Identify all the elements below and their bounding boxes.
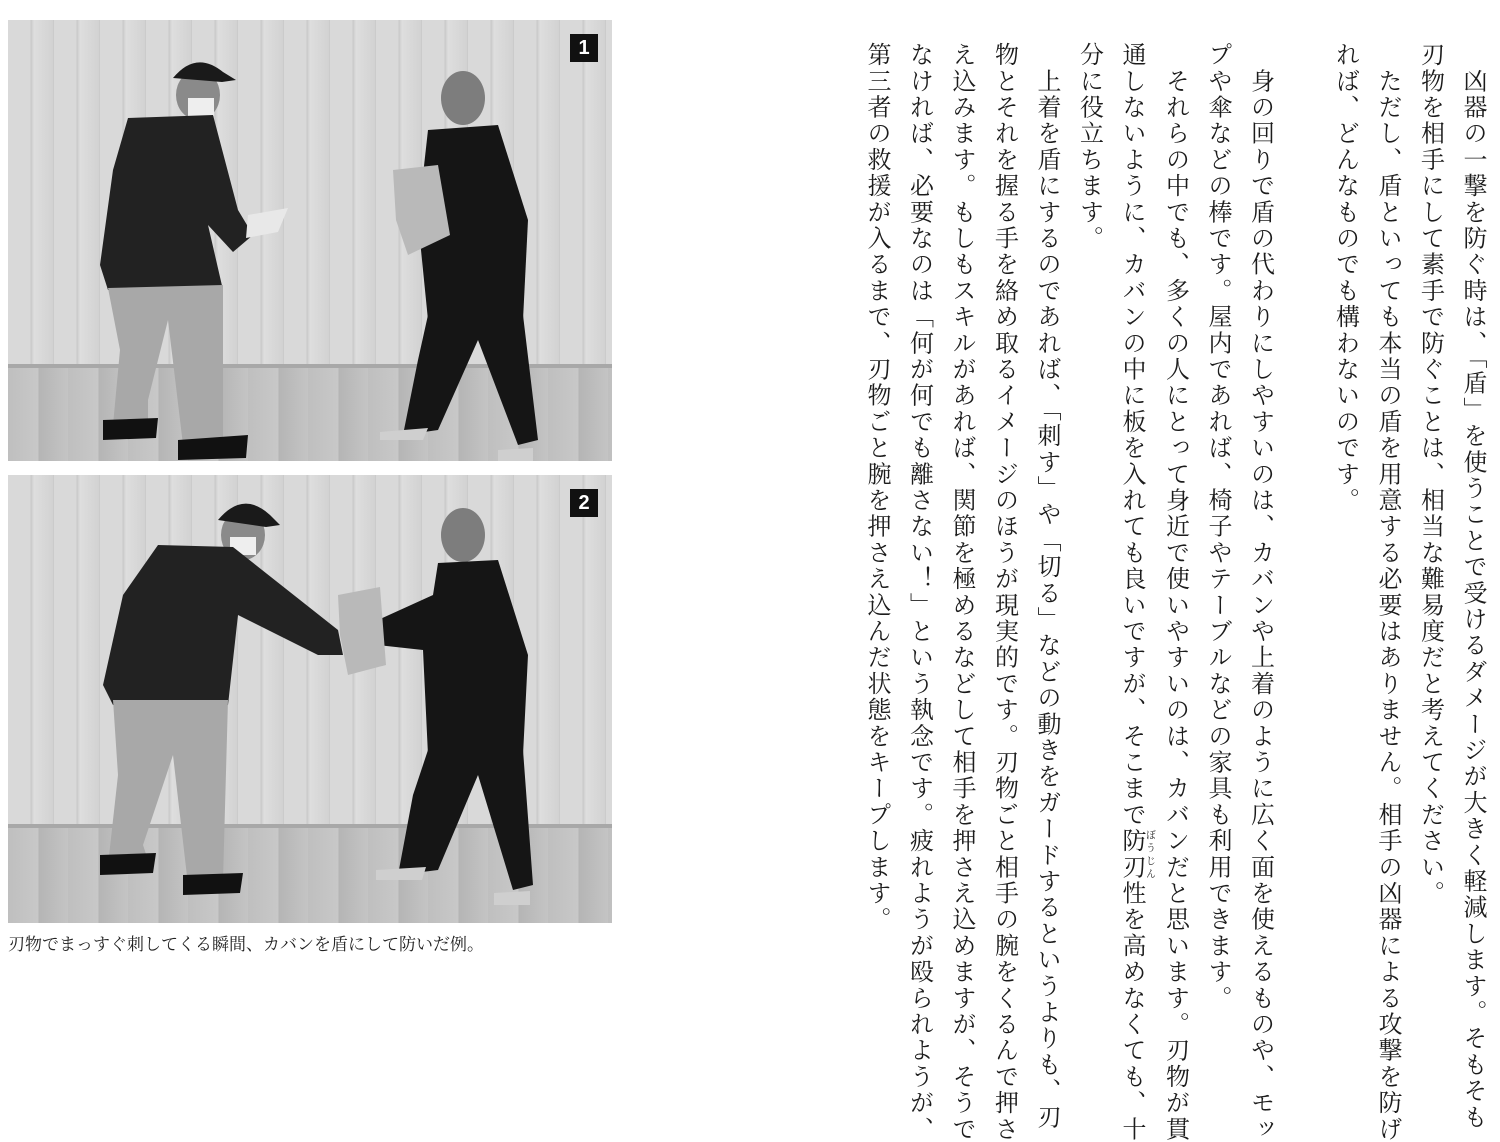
text-line: え込みます。もしもスキルがあれば、関節を極めるなどして相手を押さえ込めますが、そうで — [948, 42, 976, 1142]
figures-illustration — [8, 20, 612, 461]
ruby-reading: ぼうじん — [1143, 828, 1155, 881]
text-line: それらの中でも、多くの人にとって身近で使いやすいのは、カバンだと思います。刃物が貫 — [1161, 42, 1190, 1142]
ruby-annotation — [1118, 828, 1155, 881]
text-line: 分に役立ちます。 — [1075, 42, 1104, 252]
text-line: なければ、必要なのは「何が何でも離さない！」という執念です。疲れようが殴られようが、 — [905, 42, 934, 1142]
text-line: 凶器の一撃を防ぐ時は、「盾」を使うことで受けるダメージが大きく軽減します。そもそも — [1459, 42, 1487, 1131]
photo-number-badge: 1 — [570, 34, 598, 62]
text-segment: 性を高めなくても、十 — [1118, 880, 1146, 1142]
defender-figure — [380, 71, 538, 461]
paragraph-spacer — [1282, 42, 1325, 992]
text-line: 上着を盾にするのであれば、「刺す」や「切る」などの動きをガードするというよりも、刃 — [1033, 42, 1061, 1131]
text-line: 第三者の救援が入るまで、刃物ごと腕を押さえ込んだ状態をキープします。 — [863, 42, 891, 933]
text-segment: 通しないように、カバンの中に板を入れても良いですが、そこまで — [1118, 42, 1146, 828]
body-text — [856, 42, 1495, 1142]
text-line: ただし、盾といっても本当の盾を用意する必要はありません。相手の凶器による攻撃を防げ — [1374, 42, 1402, 1142]
text-line: 刃物を相手にして素手で防ぐことは、相当な難易度だと考えてください。 — [1416, 42, 1445, 907]
photo-number-badge: 2 — [570, 489, 598, 517]
text-line: 物とそれを握る手を絡め取るイメージのほうが現実的です。刃物ごと相手の腕をくるんで押さ — [990, 42, 1019, 1142]
photo-caption: 刃物でまっすぐ刺してくる瞬間、カバンを盾にして防いだ例。 — [8, 935, 484, 955]
photo-bag-shield-step-1 — [8, 20, 612, 461]
text-line-with-ruby — [1111, 42, 1155, 1142]
attacker-figure — [100, 62, 288, 460]
photo-bag-shield-step-2 — [8, 475, 612, 923]
text-line: 身の回りで盾の代わりにしやすいのは、カバンや上着のように広く面を使えるものや、モッ — [1246, 42, 1275, 1142]
text-line: プや傘などの棒です。屋内であれば、椅子やテーブルなどの家具も利用できます。 — [1204, 42, 1232, 1012]
ruby-base: 防刃 — [1118, 828, 1146, 881]
attacker-figure — [100, 504, 343, 895]
text-line: れば、どんなものでも構わないのです。 — [1331, 42, 1360, 514]
figures-illustration — [8, 475, 612, 923]
defender-figure — [338, 508, 533, 905]
